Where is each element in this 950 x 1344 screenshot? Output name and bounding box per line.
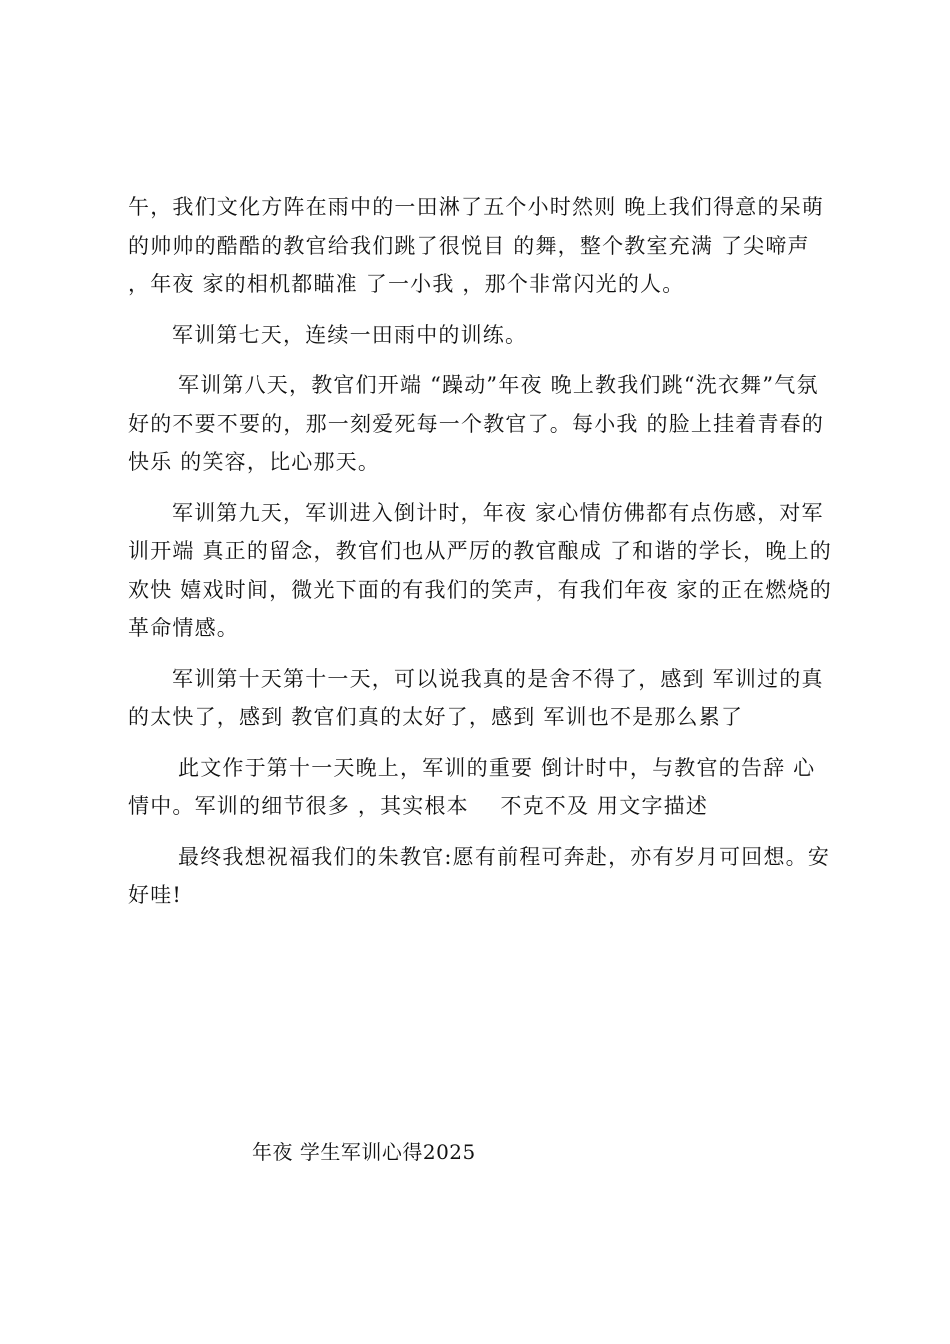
paragraph-day-ten-eleven: 军训第十天第十一天，可以说我真的是舍不得了，感到 军训过的真的太快了，感到 教官们真的太好了，感到 军训也不是那么累了 (128, 666, 824, 729)
paragraph-closing-wish: 最终我想祝福我们的朱教官:愿有前程可奔赴，亦有岁月可回想。安好哇! (128, 844, 831, 907)
paragraph-day-seven: 军训第七天，连续一田雨中的训练。 (172, 322, 528, 347)
paragraph-day-nine: 军训第九天，军训进入倒计时，年夜 家心情仿佛都有点伤感，对军训开端 真正的留念，教官们也从严厉的教官酿成 了和谐的学长，晚上的欢快 嬉戏时间，微光下面的有我们的笑声，有我们年夜 家的正在燃烧的革命情感。 (128, 500, 832, 640)
footer-title: 年夜 学生军训心得2025 (252, 1140, 476, 1164)
paragraph-continuation: 午，我们文化方阵在雨中的一田淋了五个小时然则 晚上我们得意的呆萌的帅帅的酷酷的教官给我们跳了很悦目 的舞，整个教室充满 了尖啼声 ，年夜 家的相机都瞄准 了一小我 ，那个非常闪光的人。 (128, 195, 825, 296)
paragraph-writing-note: 此文作于第十一天晚上，军训的重要 倒计时中，与教官的告辞 心情中。军训的细节很多 ，其实根本 不克不及 用文字描述 (128, 755, 816, 818)
paragraph-day-eight: 军训第八天，教官们开端 “躁动”年夜 晚上教我们跳“洗衣舞”气氛好的不要不要的，那一刻爱死每一个教官了。每小我 的脸上挂着青春的快乐 的笑容，比心那天。 (128, 373, 825, 474)
document-body (128, 188, 833, 915)
